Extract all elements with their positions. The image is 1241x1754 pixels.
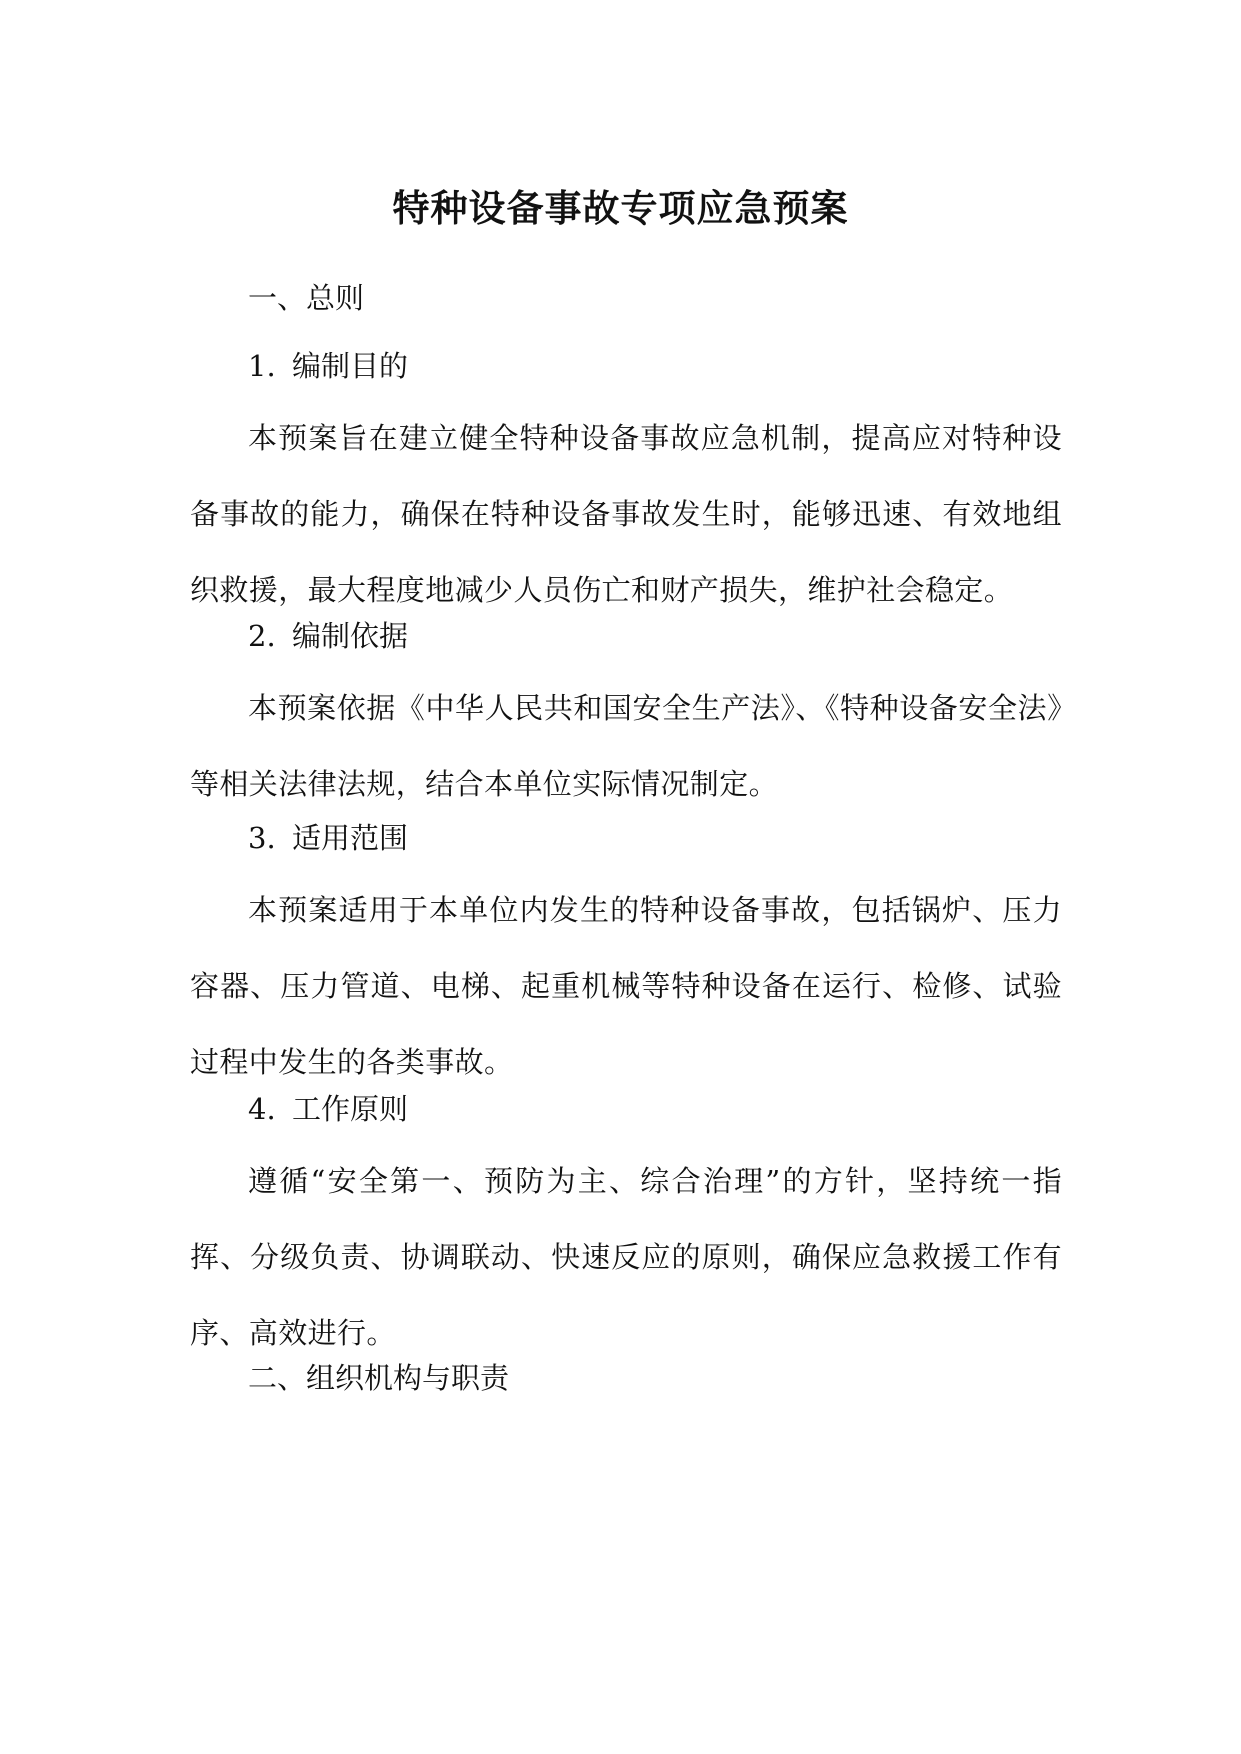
subsection-number: 4. [248, 1092, 276, 1126]
subsection-title: 工作原则 [292, 1092, 409, 1126]
subsection-title: 编制依据 [292, 619, 409, 653]
document-title: 特种设备事故专项应急预案 [392, 186, 849, 230]
subsection-heading-basis [248, 616, 408, 656]
subsection-heading-scope [248, 818, 408, 858]
subsection-heading-purpose [248, 346, 408, 386]
paragraph-purpose: 本预案旨在建立健全特种设备事故应急机制，提高应对特种设备事故的能力，确保在特种设备事故发生时，能够迅速、有效地组织救援，最大程度地减少人员伤亡和财产损失，维护社会稳定。 [190, 421, 1062, 607]
section-heading-organization: 二、组织机构与职责 [248, 1361, 510, 1395]
subsection-number: 2. [248, 619, 276, 653]
subsection-heading-principles [248, 1089, 408, 1129]
paragraph-principles: 遵循“安全第一、预防为主、综合治理”的方针，坚持统一指挥、分级负责、协调联动、快速反应的原则，确保应急救援工作有序、高效进行。 [190, 1164, 1062, 1350]
subsection-number: 1. [248, 349, 276, 383]
subsection-title: 适用范围 [292, 821, 409, 855]
paragraph-basis: 本预案依据《中华人民共和国安全生产法》、《特种设备安全法》等相关法律法规，结合本单位实际情况制定。 [190, 691, 1062, 801]
subsection-number: 3. [248, 821, 276, 855]
subsection-title: 编制目的 [292, 349, 409, 383]
paragraph-scope: 本预案适用于本单位内发生的特种设备事故，包括锅炉、压力容器、压力管道、电梯、起重机械等特种设备在运行、检修、试验过程中发生的各类事故。 [190, 893, 1062, 1079]
section-heading-general: 一、总则 [248, 281, 365, 315]
